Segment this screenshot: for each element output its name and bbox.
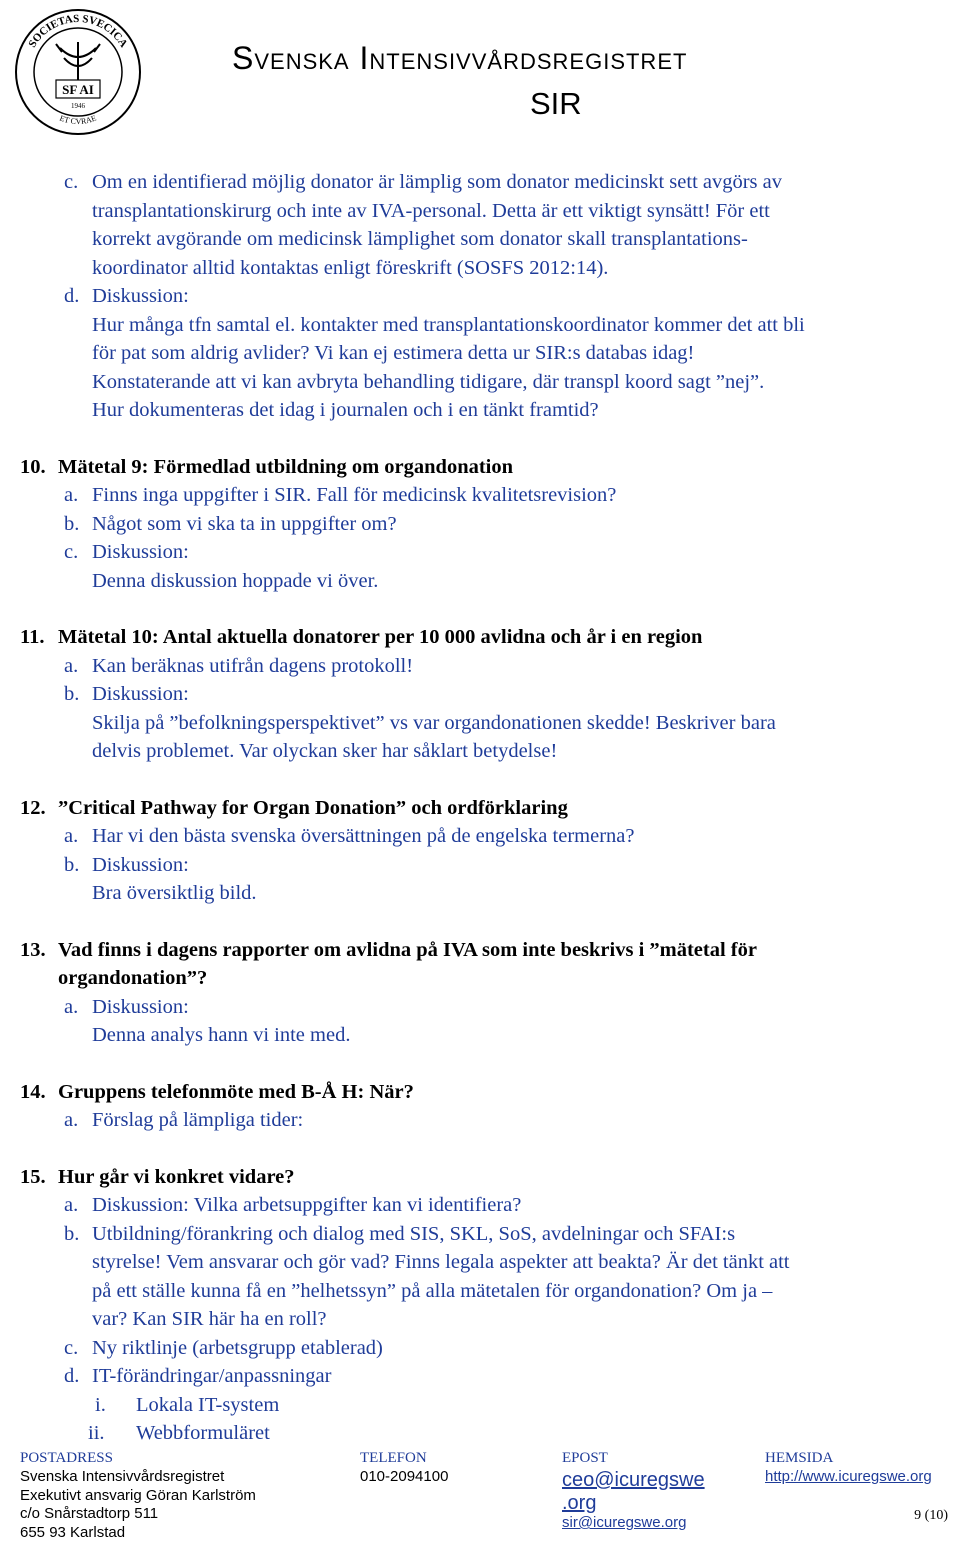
list-item: a. Har vi den bästa svenska översättningen på de engelska termerna? (64, 825, 635, 847)
phone-number: 010-2094100 (360, 1468, 449, 1485)
organization-name: Svenska Intensivvårdsregistret (232, 40, 688, 76)
svg-text:SF AI: SF AI (62, 82, 94, 97)
footer-postadress: POSTADRESS Svenska Intensivvårdsregistret Exekutivt ansvarig Göran Karlström c/o Snårstadtorp 511 655 93 Karlstad (20, 1450, 256, 1541)
society-logo (14, 8, 142, 136)
list-item: c. Ny riktlinje (arbetsgrupp etablerad) (64, 1336, 383, 1359)
footer-epost: EPOST ceo@icuregswe .org sir@icuregswe.org (562, 1450, 705, 1531)
list-item: b. Diskussion: (64, 683, 189, 705)
discussion-label: Diskussion: (92, 285, 189, 307)
list-item: c. Diskussion: (64, 541, 189, 563)
discussion-text: Denna diskussion hoppade vi över. (92, 569, 379, 592)
sub-list-item: ii. Webbformuläret (88, 1422, 270, 1444)
section-heading: 11. Mätetal 10: Antal aktuella donatorer per 10 000 avlidna och år i en region (20, 626, 703, 648)
discussion-text: delvis problemet. Var olyckan sker har såklart betydelse! (92, 740, 558, 762)
list-item: b. Något som vi ska ta in uppgifter om? (64, 512, 397, 535)
footer-telefon: TELEFON 010-2094100 (360, 1450, 449, 1485)
list-item: a. Diskussion: (64, 995, 189, 1018)
item-text: Om en identifierad möjlig donator är lämplig som donator medicinskt sett avgörs av (92, 171, 783, 193)
list-item-c: c. Om en identifierad möjlig donator är lämplig som donator medicinskt sett avgörs av (64, 171, 783, 193)
svg-text:SOCIETAS SVECICA: SOCIETAS SVECICA (26, 12, 130, 50)
item-text: koordinator alltid kontaktas enligt föreskrift (SOSFS 2012:14). (92, 256, 609, 279)
section-heading: 14. Gruppens telefonmöte med B-Å H: När? (20, 1080, 414, 1103)
discussion-text: för pat som aldrig avlider? Vi kan ej estimera detta ur SIR:s databas idag! (92, 342, 695, 364)
list-item: b. Utbildning/förankring och dialog med SIS, SKL, SoS, avdelningar och SFAI:s (64, 1222, 736, 1245)
discussion-text: Denna analys hann vi inte med. (92, 1024, 351, 1046)
list-item: b. Diskussion: (64, 853, 189, 876)
discussion-text: Skilja på ”befolkningsperspektivet” vs var organdonationen skedde! Beskriver bara (92, 711, 776, 734)
list-item: a. Finns inga uppgifter i SIR. Fall för medicinsk kvalitetsrevision? (64, 484, 617, 506)
svg-text:1946: 1946 (71, 102, 85, 110)
sub-list-item: i. Lokala IT-system (95, 1393, 280, 1416)
website-link[interactable]: http://www.icuregswe.org (765, 1468, 932, 1485)
email-link-ceo-suffix[interactable]: .org (562, 1492, 597, 1514)
section-heading: 13. Vad finns i dagens rapporter om avlidna på IVA som inte beskrivs i ”mätetal för (20, 938, 757, 961)
document-body: c. Om en identifierad möjlig donator är lämplig som donator medicinskt sett avgörs av transplantationskirurg och inte av IVA-personal. Detta är ett viktigt synsätt! För ett korrekt avgörande om medicinsk lämplighet som donator skall transplantations- koordinator alltid kontaktas enligt föreskrift (SOSFS 2012:14). d. Diskussion: Hur många tfn samtal el. kontakter med transplantationskoordinator kommer det att bli för pat som aldrig avlider? Vi kan ej estimera detta ur SIR:s databas idag! Konstaterande att vi kan avbryta behandling tidigare, där transpl koord sagt ”nej”. Hur dokumenteras det idag i journalen och i en tänkt framtid? 10. Mätetal 9: Förmedlad utbildning om organdonation a. Finns inga uppgifter i SIR. Fall för medicinsk kvalitetsrevision? b. Något som vi ska ta in uppgifter om? c. Diskussion: Denna diskussion hoppade vi över. 11. Mätetal 10: Antal aktuella donatorer per 10 000 avlidna och år i en region a. Kan beräknas utifrån dagens protokoll! b. Diskussion: Skilja på ”befolkningsperspektivet” vs var organdonationen skedde! Beskriver bara delvis problemet. Var olyckan sker har såklart betydelse! 12. ”Critical Pathway for Organ Donation” och ordförklaring a. Har vi den bästa svenska översättningen på de engelska termerna? b. Diskussion: Bra översiktlig bild. 13. Vad finns i dagens rapporter om avlidna på IVA som inte beskrivs i ”mätetal för organdonation”? a. Diskussion: Denna analys hann vi inte med. 14. Gruppens telefonmöte med B-Å H: När? a. Förslag på lämpliga tider: 15. Hur går vi konkret vidare? a. Diskussion: Vilka arbetsuppgifter kan vi identifiera? b. Utbildning/förankring och dialog med SIS, SKL, SoS, avdelningar och SFAI:s styrelse! Vem ansvarar och gör vad? Finns legala aspekter att beakta? Är det tänkt att på ett ställe kunna få en ”helhetssyn” på alla mätetalen för organdonation? Om ja – var? Kan SIR här ha en roll? c. Ny riktlinje (arbetsgrupp etablerad) d. IT-förändringar/anpassningar i. Lokala IT-system ii. Webbformuläret (0, 168, 960, 1448)
email-link-ceo[interactable]: ceo@icuregswe (562, 1469, 705, 1491)
list-item-d: d. Diskussion: (64, 285, 189, 307)
organization-abbreviation: SIR (530, 86, 582, 121)
section-heading: 15. Hur går vi konkret vidare? (20, 1165, 295, 1188)
list-item: a. Kan beräknas utifrån dagens protokoll! (64, 654, 414, 677)
section-heading: 10. Mätetal 9: Förmedlad utbildning om organdonation (20, 455, 514, 478)
item-text: korrekt avgörande om medicinsk lämplighet som donator skall transplantations- (92, 228, 748, 250)
section-heading: 12. ”Critical Pathway for Organ Donation” och ordförklaring (20, 796, 568, 819)
list-item: a. Förslag på lämpliga tider: (64, 1109, 304, 1131)
list-item: d. IT-förändringar/anpassningar (64, 1365, 332, 1387)
list-item: a. Diskussion: Vilka arbetsuppgifter kan vi identifiera? (64, 1194, 522, 1216)
discussion-text: Konstaterande att vi kan avbryta behandling tidigare, där transpl koord sagt ”nej”. (92, 370, 765, 393)
discussion-text: Bra översiktlig bild. (92, 882, 257, 904)
email-link-sir[interactable]: sir@icuregswe.org (562, 1514, 687, 1531)
page-number: 9 (10) (914, 1508, 948, 1523)
svg-text:ET CVRAE: ET CVRAE (58, 113, 98, 127)
discussion-text: Hur många tfn samtal el. kontakter med transplantationskoordinator kommer det att bli (92, 313, 805, 336)
item-text: transplantationskirurg och inte av IVA-personal. Detta är ett viktigt synsätt! För ett (92, 199, 770, 222)
footer-hemsida: HEMSIDA http://www.icuregswe.org (765, 1450, 932, 1485)
discussion-text: Hur dokumenteras det idag i journalen och i en tänkt framtid? (92, 399, 599, 421)
